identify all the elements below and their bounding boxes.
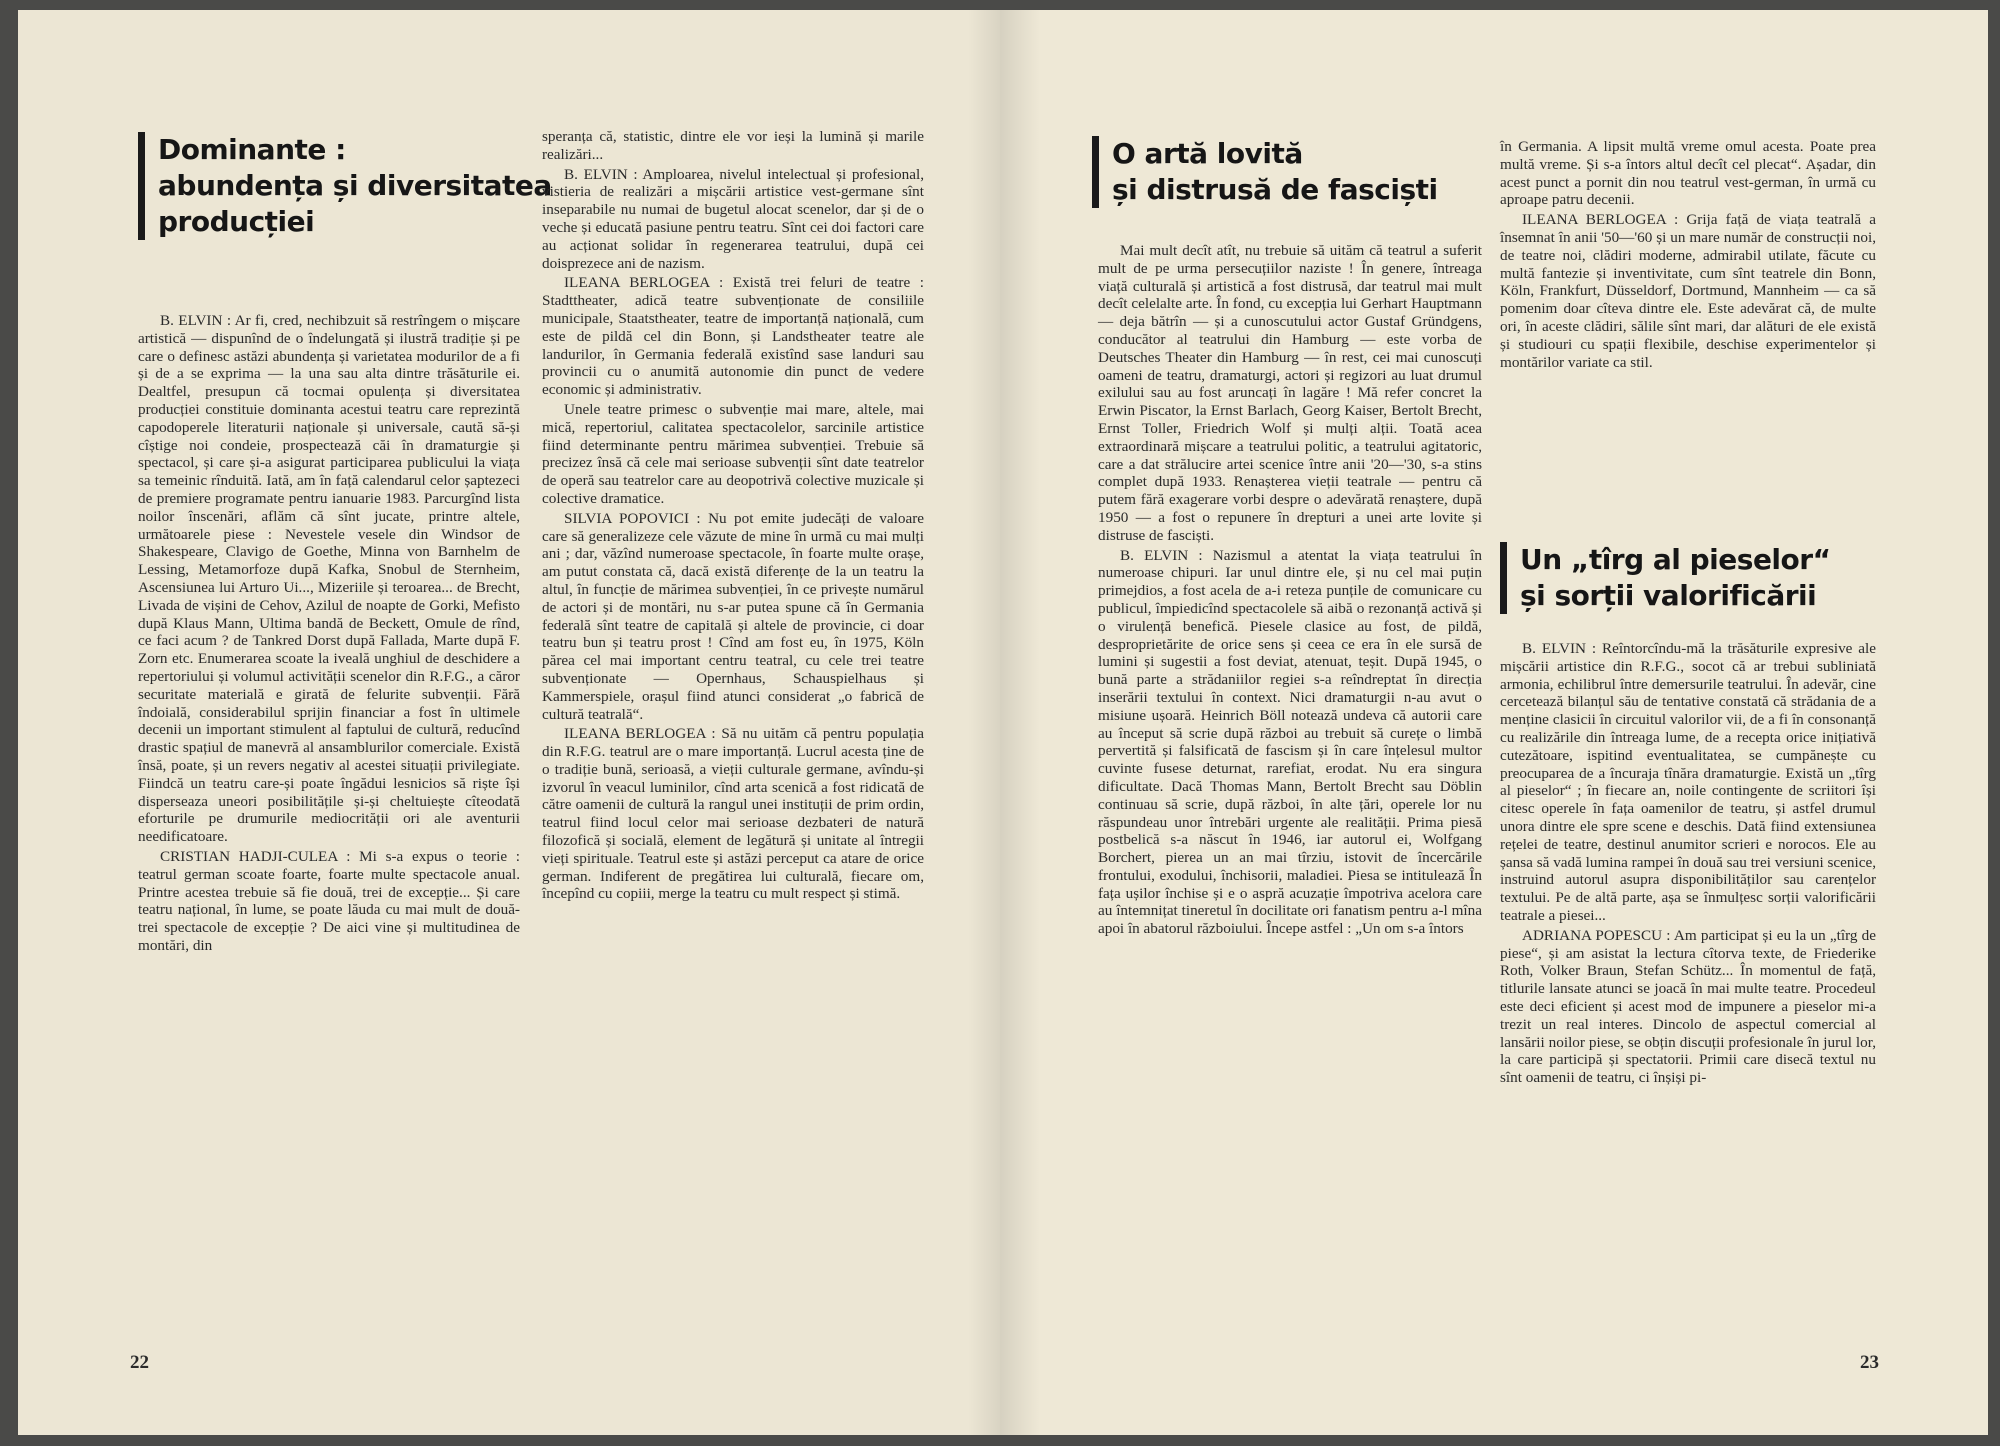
paragraph: B. ELVIN : Reîntorcîndu-mă la trăsăturile expresive ale mișcării artistice din R.F.G., socot că ar trebui subliniată armonia, echilibrul între demersurile teatrului. În adevăr, cine cercetează bilanțul său de tentative constată că strădania de a menține clasicii în circuitul valorilor vii, de a fi în consonanță cu realizările din întreaga lume, de a recepta orice inițiativă cutezătoare, ispitind eventualitatea, se cumpănește cu preocuparea de a încuraja tînăra dramaturgie. Există un „tîrg al pieselor“ ; în fiecare an, noile contingente de scriitori își citesc operele în fața oamenilor de teatru, și astfel drumul unora dintre ele spre scene e deschis. Dată fiind extensiunea rețelei de teatre, destinul anumitor scrieri e norocos. Ele au șansa să vadă lumina rampei în două sau trei versiuni scenice, instruind autorul asupra disponibilităților sau carențelor textului. Pe de altă parte, așa se înmulțesc sorții valorificării teatrale a piesei... bbox=[1500, 640, 1876, 924]
heading-line: Un „tîrg al pieselor“ bbox=[1520, 543, 1831, 576]
heading-line: și distrusă de fasciști bbox=[1112, 173, 1438, 206]
paragraph: Mai mult decît atît, nu trebuie să uităm că teatrul a suferit mult de pe urma persecuțiilor naziste ! În genere, întreaga viață culturală și artistică a fost distrusă, dar teatrul mai mult decît celelalte arte. În fond, cu excepția lui Gerhart Hauptmann — deja bătrîn — și a cunoscutului actor Gustaf Gründgens, conducător al teatrului din Hamburg — este vorba de Deutsches Theater din Hamburg — în rest, cei mai cunoscuți oameni de teatru, dramaturgi, actori și regizori au luat drumul exilului sau au fost aruncați în lagăre ! Mă refer concret la Erwin Piscator, la Ernst Barlach, Georg Kaiser, Bertolt Brecht, Ernst Toller, Friedrich Wolf și mulți alții. Toată acea extraordinară mișcare a teatrului politic, a teatrului agitatoric, care a dat strălucire artei scenice între anii '20—'30, s-a stins complet după 1933. Renașterea vieții teatrale — pentru că putem fără exagerare vorbi despre o adevărată renaștere, după 1950 — a fost o repunere în drepturi a unei arte lovite și distruse de fasciști. bbox=[1098, 242, 1482, 544]
right-column-2b bbox=[1500, 640, 1876, 1087]
paragraph: ILEANA BERLOGEA : Să nu uităm că pentru populația din R.F.G. teatrul are o mare importanță. Lucrul acesta ține de o tradiție bună, serioasă, a vieții culturale germane, avîndu-și izvorul în veacul luminilor, cînd arta scenică a fost ridicată de către oamenii de cultură la rangul unei instituții de prim ordin, teatrul fiind locul celor mai serioase dezbateri de natură filozofică și socială, element de legătură și unitate al întregii vieți spirituale. Teatrul este și astăzi perceput ca atare de orice german. Indiferent de pregătirea lui culturală, fiecare om, începînd cu copiii, merge la teatru cu mult respect și stimă. bbox=[542, 725, 924, 903]
left-column-1 bbox=[138, 312, 520, 955]
paragraph: ILEANA BERLOGEA : Există trei feluri de teatre : Stadttheater, adică teatre subvenționate de consiliile municipale, Staatstheater, teatre de importanță națională, cum este de pildă cel din Bonn, și Landstheater teatre ale landurilor, în Germania federală existînd sase landuri sau provincii cu o anumită autonomie din punct de vedere economic și administrativ. bbox=[542, 274, 924, 399]
paragraph: ILEANA BERLOGEA : Grija față de viața teatrală a însemnat în anii '50—'60 și un mare număr de construcții noi, de teatre noi, clădiri moderne, admirabil utilate, făcute cu multă fantezie și inventivitate, cum sînt teatrele din Bonn, Köln, Frankfurt, Düsseldorf, Dortmund, Mannheim — ca să pomenim doar cîteva dintre ele. Este adevărat că, de multe ori, în aceste clădiri, sălile sînt mari, dar alături de ele există și studiouri cu spații flexibile, deschise experimentelor și montărilor variate ca stil. bbox=[1500, 211, 1876, 371]
heading-line: producției bbox=[158, 205, 315, 238]
left-section-heading bbox=[138, 132, 552, 240]
paragraph: ADRIANA POPESCU : Am participat și eu la un „tîrg de piese“, și am asistat la lectura cîtorva texte, de Friederike Roth, Volker Braun, Stefan Schütz... În momentul de față, titlurile lansate atunci se joacă în mai multe teatre. Procedeul este deci eficient și acest mod de impunere a pieselor mi-a trezit un real interes. Dincolo de aspectul comercial al lansării noilor piese, se obțin discuții profesionale în jurul lor, la care participă și spectatorii. Primii care disecă textul nu sînt oamenii de teatru, ci înșiși pi- bbox=[1500, 926, 1876, 1087]
heading-line: Dominante : bbox=[158, 133, 346, 166]
right-page-spine-shadow bbox=[1000, 10, 1040, 1435]
paragraph: B. ELVIN : Ar fi, cred, nechibzuit să restrîngem o mișcare artistică — dispunînd de o îndelungată și ilustră tradiție și pe care o definesc astăzi abundența și varietatea modurilor de a fi și de a se exprima — la una sau alta dintre trăsăturile ei. Dealtfel, presupun că tocmai opulența și diversitatea producției constituie dominanta acestui teatru care reprezintă capodoperele literaturii naționale și universale, caută să-și cîștige noi condeie, prospectează căi în dramaturgie și spectacol, și care și-a asigurat participarea publicului la viața sa temeinic rînduită. Iată, am în față calendarul celor șaptezeci de premiere programate pentru ianuarie 1983. Parcurgînd lista noilor înscenări, aflăm că sînt jucate, printre altele, următoarele piese : Nevestele vesele din Windsor de Shakespeare, Clavigo de Goethe, Minna von Barnhelm de Lessing, Metamorfoze după Kafka, Snobul de Sternheim, Ascensiunea lui Arturo Ui..., Mizeriile și teroarea... de Brecht, Livada de vișini de Cehov, Azilul de noapte de Gorki, Mefisto după Klaus Mann, Ultima bandă de Beckett, Omule de rînd, ce faci acum ? de Tankred Dorst după Fallada, Marte după F. Zorn etc. Enumerarea scoate la iveală unghiul de deschidere a repertoriului și volumul activității scenelor din R.F.G., a căror securitate materială e girată de felurite subvenții. Fără îndoială, considerabilul sprijin financiar a fost în ultimele decenii un important stimulent al faptului de cultură, reducînd drastic spațiul de manevră al ansamblurilor comerciale. Există însă, poate, și un revers negativ al acestei situații privilegiate. Fiindcă un teatru care-și poate îngădui lesnicios să riște își disperseaza uneori posibilitățile și-și cheltuiește cîteodată eforturile pe drumurile mediocrității ori ale aventurii needificatoare. bbox=[138, 312, 520, 846]
right-section-heading-2 bbox=[1500, 542, 1890, 614]
heading-line: abundența și diversitatea bbox=[158, 169, 552, 202]
page-number: 23 bbox=[1860, 1352, 1879, 1373]
heading-line: O artă lovită bbox=[1112, 137, 1303, 170]
paragraph: CRISTIAN HADJI-CULEA : Mi s-a expus o teorie : teatrul german scoate foarte, foarte multe spectacole anual. Printre acestea trebuie să fie două, trei de excepție... Și care teatru național, în lume, se poate lăuda cu mai mult de două-trei spectacole de excepție ? De aici vine și multitudinea de montări, din bbox=[138, 847, 520, 954]
heading-line: și sorții valorificării bbox=[1520, 579, 1817, 612]
right-column-2 bbox=[1500, 138, 1876, 371]
right-section-heading-1 bbox=[1092, 136, 1472, 208]
page-number: 22 bbox=[130, 1352, 149, 1373]
paragraph: speranța că, statistic, dintre ele vor ieși la lumină și marile realizări... bbox=[542, 128, 924, 163]
paragraph: B. ELVIN : Amploarea, nivelul intelectual și profesional, vistieria de realizări a mișcării artistice vest-germane sînt inseparabile nu numai de bugetul alocat scenelor, dar și de o veche și educată pasiune pentru teatru. Sînt cei doi factori care au acționat solidar în regenerarea teatrului, după cei doisprezece ani de nazism. bbox=[542, 165, 924, 272]
paragraph: B. ELVIN : Nazismul a atentat la viața teatrului în numeroase chipuri. Iar unul dintre ele, și nu cel mai puțin primejdios, a fost acela de a-i reteza punțile de comunicare cu publicul, împiedicînd spectacolele să aibă o rezonanță activă și o virulență benefică. Piesele clasice au fost, de pildă, desproprietărite de orice sens și ceea ce era în ele sursă de lumini și sugestii a fost deviat, atenuat, teșit. După 1945, o bună parte a strădaniilor regiei s-a reîndreptat în direcția inserării textului în context. Nici dramaturgii n-au avut o misiune ușoară. Heinrich Böll notează undeva că autorii care au început să scrie după război au trebuit să curețe o limbă pervertită și falsificată de fascism și în care înțelesul multor cuvinte fusese deturnat, rarefiat, erodat. Nu era singura dificultate. Dacă Thomas Mann, Bertolt Brecht sau Döblin continuau să scrie, după război, în alte țări, operele lor nu răspundeau unor întrebări urgente ale realității. Prima piesă postbelică s-a născut în 1946, iar autorul ei, Wolfgang Borchert, pierea un an mai tîrziu, istovit de încercările frontului, exodului, închisorii, maladiei. Piesa se intitulează În fața ușilor închise și e o aspră acuzație împotriva acelora care au întemnițat tineretul în docilitate ori fanatism pentru a-l mîna apoi în abatorul războiului. Începe astfel : „Un om s-a întors bbox=[1098, 546, 1482, 938]
paragraph: SILVIA POPOVICI : Nu pot emite judecăți de valoare care să generalizeze cele văzute de mine în urmă cu mai mulți ani ; dar, văzînd numeroase spectacole, în foarte multe orașe, am putut constata că, dacă există diferențe de la un teatru la altul, în funcție de mărimea subvenției, în ce privește numărul de actori și de montări, nu s-ar putea spune că în Germania federală sînt teatre de capitală și altele de provincie, ci doar teatru bun și teatru prost ! Cînd am fost eu, în 1975, Köln părea cel mai important centru teatral, cu cele trei teatre subvenționate — Opernhaus, Schauspielhaus și Kammerspiele, orașul fiind atunci considerat „o fabrică de cultură teatrală“. bbox=[542, 509, 924, 723]
left-page bbox=[18, 10, 1008, 1435]
right-page bbox=[1000, 10, 1988, 1435]
right-column-1 bbox=[1098, 242, 1482, 938]
paragraph: Unele teatre primesc o subvenție mai mare, altele, mai mică, repertoriul, calitatea spectacolelor, sarcinile artistice fiind determinante pentru mărimea subvenției. Trebuie să precizez însă că cele mai serioase subvenții sînt date teatrelor de operă sau teatrelor care au deopotrivă colective muzicale și colective dramatice. bbox=[542, 400, 924, 507]
left-column-2 bbox=[542, 128, 924, 903]
paragraph: în Germania. A lipsit multă vreme omul acesta. Poate prea multă vreme. Și s-a întors altul decît cel plecat“. Așadar, din acest punct a pornit din nou teatrul vest-german, în urmă cu aproape patru decenii. bbox=[1500, 138, 1876, 209]
